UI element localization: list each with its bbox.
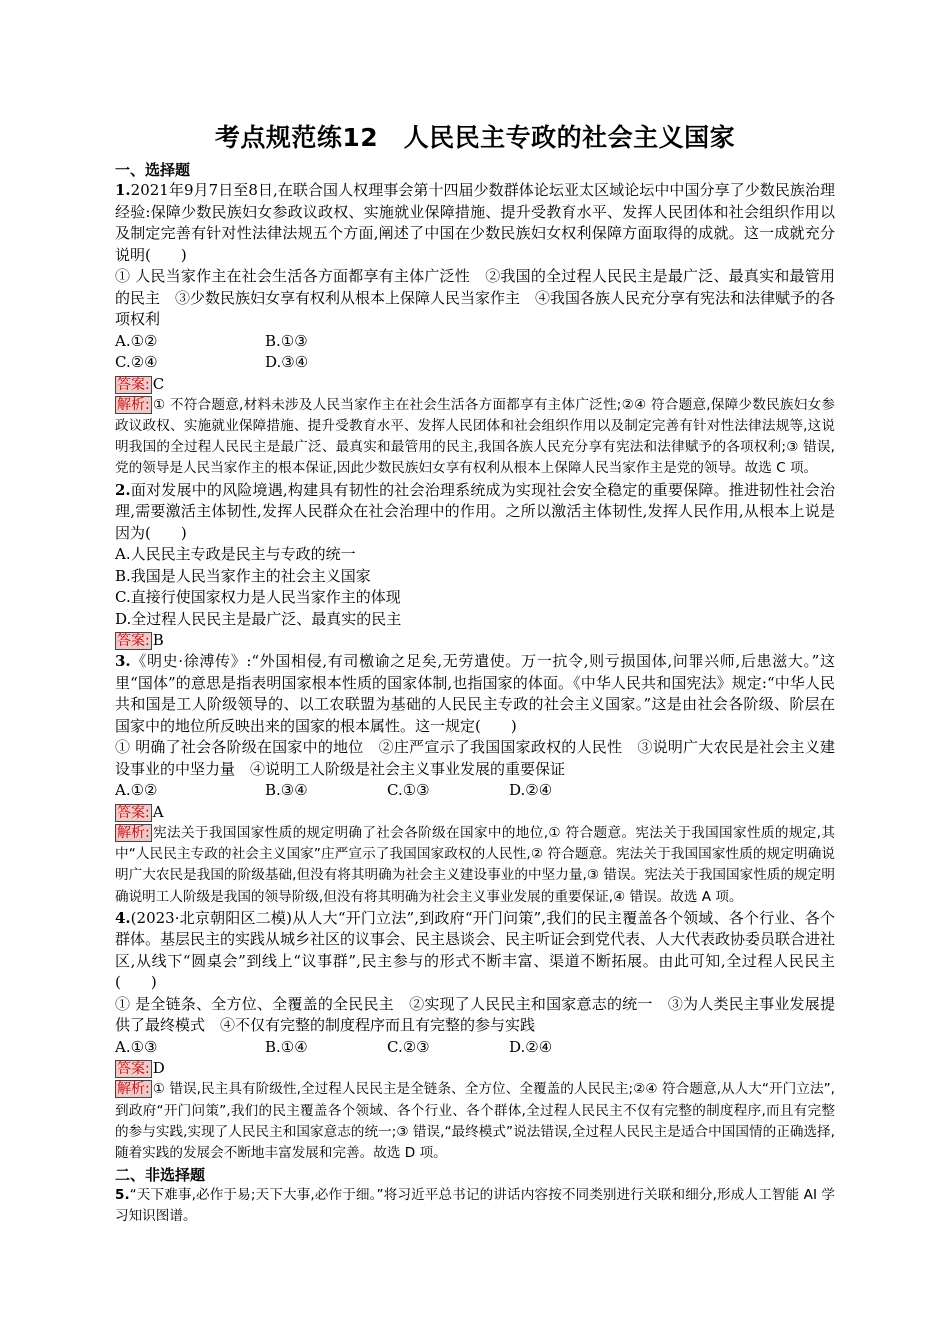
- page-title: 考点规范练12 人民民主专政的社会主义国家: [214, 123, 736, 152]
- question-2-stem: 2.面对发展中的风险境遇,构建具有韧性的社会治理系统成为实现社会安全稳定的重要保障。推进韧性社会治理,需要激活主体韧性,发挥人民群众在社会治理中的作用。之所以激活主体韧性,发挥人民作用,从根本上说是因为( ): [115, 480, 835, 542]
- option-c[interactable]: C.直接行使国家权力是人民当家作主的体现: [115, 588, 401, 607]
- question-4-answer: 答案: D: [117, 1059, 165, 1078]
- answer-tag: 答案:: [117, 376, 150, 393]
- option-a[interactable]: A.①②: [115, 781, 158, 800]
- option-b[interactable]: B.①④: [265, 1037, 308, 1056]
- option-c[interactable]: C.②④: [115, 353, 158, 371]
- analysis-tag: 解析:: [117, 1081, 150, 1098]
- question-4-statements: ① 是全链条、全方位、全覆盖的全民民主 ②实现了人民民主和国家意志的统一 ③为人类民主事业发展提供了最终模式 ④不仅有完整的制度程序而且有完整的参与实践: [115, 994, 835, 1035]
- option-b[interactable]: B.①③: [265, 331, 308, 350]
- question-3-stem: 3.《明史·徐溥传》:“外国相侵,有司檄谕之足矣,无劳遣使。万一抗令,则亏损国体,问罪兴师,后患滋大。”这里“国体”的意思是指表明国家根本性质的国家体制,也指国家的体面。《中华人民共和国宪法》规定:“中华人民共和国是工人阶级领导的、以工农联盟为基础的人民民主专政的社会主义国家。”这是由社会各阶级、阶层在国家中的地位所反映出来的国家的根本属性。这一规定( ): [115, 652, 835, 735]
- question-number: 4.: [115, 908, 131, 927]
- option-d[interactable]: D.③④: [265, 353, 309, 371]
- option-a[interactable]: A.①③: [115, 1037, 158, 1056]
- question-3-analysis: 解析: 宪法关于我国国家性质的规定明确了社会各阶级在国家中的地位,① 符合题意。宪法关于我国国家性质的规定,其中“人民民主专政的社会主义国家”庄严宣示了我国国家政权的人民性,② 符合题意。宪法关于我国国家性质的规定明确说明广大农民是我国的阶级基础,但没有将其明确为社会主义建设事业的中坚力量,③ 错误。宪法关于我国国家性质的规定明确说明工人阶级是我国的领导阶级,但没有将其明确为社会主义事业发展的重要保证,④ 错误。故选 A 项。: [115, 824, 835, 905]
- question-number: 5.: [115, 1186, 130, 1203]
- question-2: [115, 480, 835, 652]
- question-number: 3.: [115, 652, 131, 671]
- question-4-options: [115, 1037, 835, 1059]
- question-1: [115, 180, 835, 480]
- document-page: [115, 118, 835, 1227]
- answer-tag: 答案:: [117, 633, 150, 650]
- question-3-options: [115, 780, 835, 802]
- option-a[interactable]: A.①②: [115, 331, 158, 350]
- question-4-analysis: 解析: ① 错误,民主具有阶级性,全过程人民民主是全链条、全方位、全覆盖的人民民主;②④ 符合题意,从人大“开门立法”,到政府“开门问策”,我们的民主覆盖各个领域、各个行业、各个群体,全过程人民民主不仅有完整的制度程序,而且有完整的参与实践,实现了人民民主和国家意志的统一;③ 错误,“最终模式”说法错误,全过程人民民主是适合中国国情的正确选择,随着实践的发展会不断地丰富发展和完善。故选 D 项。: [115, 1081, 835, 1162]
- question-3: [115, 651, 835, 908]
- option-d[interactable]: D.②④: [509, 1037, 553, 1056]
- question-4-stem: 4.(2023·北京朝阳区二模)从人大“开门立法”,到政府“开门问策”,我们的民主覆盖各个领域、各个行业、各个群体。基层民主的实践从城乡社区的议事会、民主恳谈会、民主听证会到党代表、人大代表政协委员联合进社区,从线下“圆桌会”到线上“议事群”,民主参与的形式不断丰富、渠道不断拓展。由此可知,全过程人民民主( ): [115, 908, 836, 992]
- answer-tag: 答案:: [117, 804, 150, 821]
- section-heading-choice: 一、选择题: [115, 161, 191, 179]
- section-heading-nonchoice: 二、非选择题: [115, 1165, 206, 1184]
- option-a[interactable]: A.人民民主专政是民主与专政的统一: [115, 545, 356, 564]
- option-b[interactable]: B.我国是人民当家作主的社会主义国家: [115, 566, 371, 585]
- question-1-options-row1: [115, 331, 835, 353]
- option-d[interactable]: D.②④: [509, 781, 553, 800]
- answer-tag: 答案:: [117, 1061, 150, 1078]
- option-d[interactable]: D.全过程人民民主是最广泛、最真实的民主: [115, 609, 402, 628]
- question-number: 2.: [115, 480, 131, 499]
- question-3-answer: 答案: A: [117, 802, 164, 821]
- question-1-answer: 答案: C: [117, 374, 165, 393]
- option-b[interactable]: B.③④: [265, 781, 308, 800]
- option-c[interactable]: C.①③: [387, 781, 430, 800]
- question-1-options-row2: [115, 352, 835, 374]
- question-5: [115, 1185, 835, 1228]
- option-c[interactable]: C.②③: [387, 1037, 430, 1056]
- question-number: 1.: [115, 181, 131, 199]
- question-5-stem: 5.“天下难事,必作于易;天下大事,必作于细。”将习近平总书记的讲话内容按不同类别进行关联和细分,形成人工智能 AI 学习知识图谱。: [115, 1186, 835, 1224]
- question-1-statements: ① 人民当家作主在社会生活各方面都享有主体广泛性 ②我国的全过程人民民主是最广泛、最真实和最管用的民主 ③少数民族妇女享有权利从根本上保障人民当家作主 ④我国各族人民充分享有宪法和法律赋予的各项权利: [115, 267, 836, 328]
- question-2-answer: 答案: B: [117, 631, 164, 650]
- question-1-analysis: 解析: ① 不符合题意,材料未涉及人民当家作主在社会生活各方面都享有主体广泛性;②④ 符合题意,保障少数民族妇女参政议政权、实施就业保障措施、提升受教育水平、发挥人民团体和社会组织作用以及制定完善有针对性法律法规等,这说明我国的全过程人民民主是最广泛、最真实和最管用的民主,我国各族人民充分享有宪法和法律赋予的各项权利;③ 错误,党的领导是人民当家作主的根本保证,因此少数民族妇女享有权利从根本上保障人民当家作主是党的领导。故选 C 项。: [115, 396, 835, 477]
- question-3-statements: ① 明确了社会各阶级在国家中的地位 ②庄严宣示了我国国家政权的人民性 ③说明广大农民是社会主义建设事业的中坚力量 ④说明工人阶级是社会主义事业发展的重要保证: [115, 738, 835, 778]
- question-4: [115, 908, 835, 1165]
- analysis-tag: 解析:: [117, 396, 150, 413]
- analysis-tag: 解析:: [117, 824, 150, 841]
- question-1-stem: 1.2021年9月7日至8日,在联合国人权理事会第十四届少数群体论坛亚太区域论坛中中国分享了少数民族治理经验:保障少数民族妇女参政议政权、实施就业保障措施、提升受教育水平、发挥人民团体和社会组织作用以及制定完善有针对性法律法规五个方面,阐述了中国在少数民族妇女权利保障方面取得的成就。这一成就充分说明( ): [115, 181, 835, 264]
